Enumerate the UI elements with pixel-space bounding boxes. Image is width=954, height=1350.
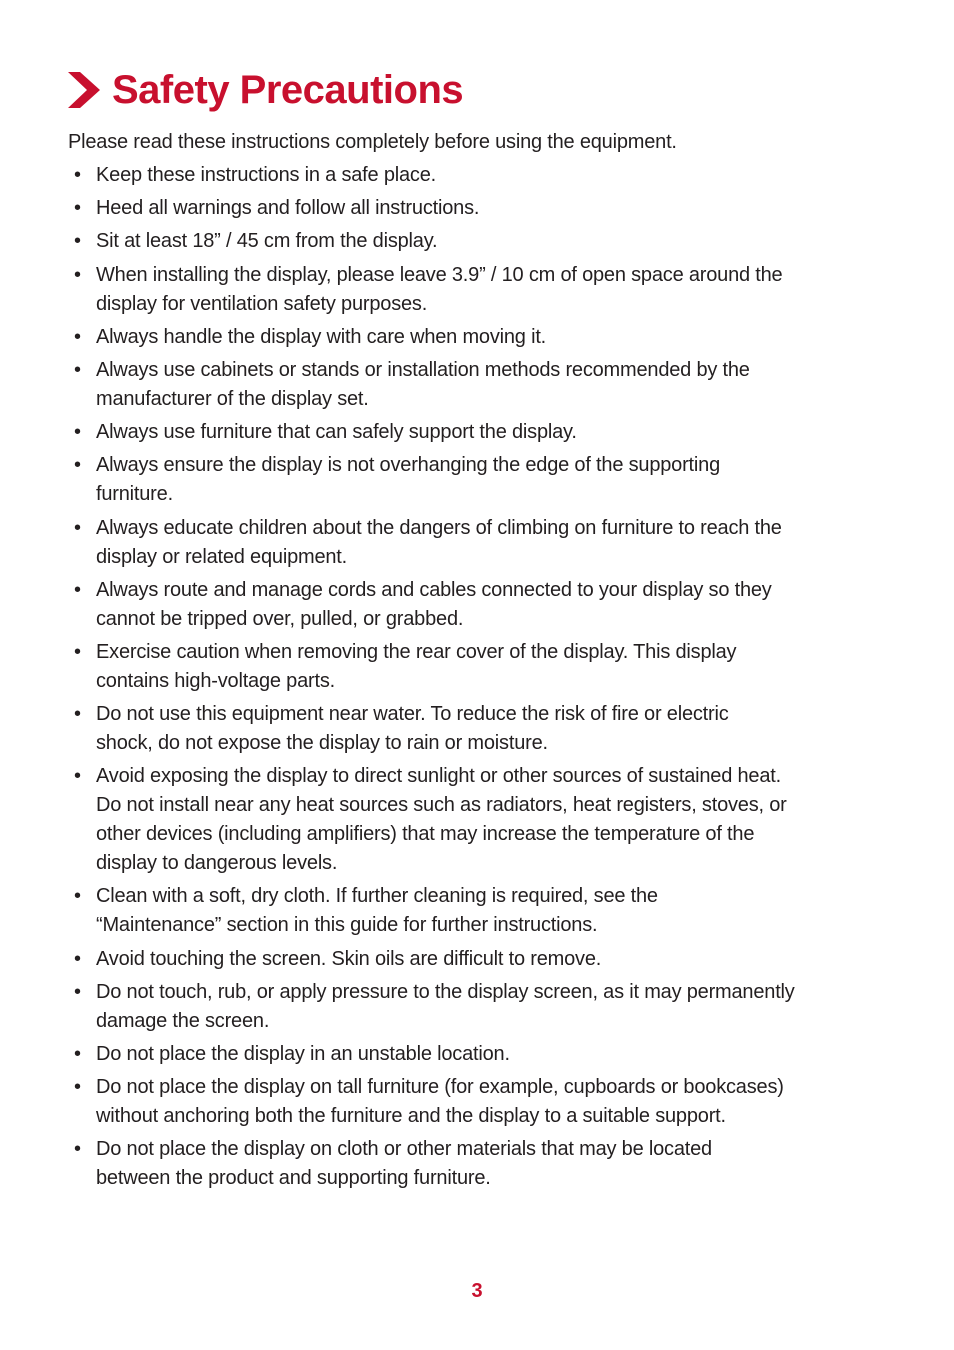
section-header (66, 64, 463, 116)
list-item-text: Do not place the display on tall furniture (for example, cupboards or bookcases) without anchoring both the furniture and the display to a suitable support. (96, 1076, 784, 1128)
precautions-list (74, 161, 892, 1198)
bullet-icon: • (74, 1138, 81, 1161)
list-item-text: Always handle the display with care when moving it. (96, 325, 547, 348)
list-item (74, 194, 892, 223)
list-item-text: Always use furniture that can safely support the display. (96, 421, 577, 444)
bullet-icon: • (74, 263, 81, 286)
page-number: 3 (471, 1280, 483, 1302)
list-item-text: Always ensure the display is not overhanging the edge of the supporting furniture. (96, 454, 720, 506)
list-item-text: Avoid exposing the display to direct sunlight or other sources of sustained heat. Do not install near any heat sources such as radiators, heat registers, stoves, or other devices (including amplifiers) that may increase the temperature of the display to dangerous levels. (96, 765, 787, 875)
list-item-text: Exercise caution when removing the rear cover of the display. This display contains high-voltage parts. (96, 640, 737, 692)
bullet-icon: • (74, 703, 81, 726)
list-item (74, 261, 892, 319)
list-item (74, 227, 892, 256)
list-item (74, 1073, 892, 1131)
bullet-icon: • (74, 454, 81, 477)
list-item (74, 451, 892, 509)
intro-text: Please read these instructions completely before using the equipment. (68, 131, 677, 153)
bullet-icon: • (74, 1076, 81, 1099)
page-title: Safety Precautions (112, 68, 464, 112)
list-item (74, 1135, 892, 1193)
list-item-text: Clean with a soft, dry cloth. If further cleaning is required, see the “Maintenance” section in this guide for further instructions. (96, 885, 658, 937)
bullet-icon: • (74, 885, 81, 908)
list-item-text: Do not place the display on cloth or other materials that may be located between the product and supporting furniture. (96, 1138, 712, 1190)
bullet-icon: • (74, 421, 81, 444)
bullet-icon: • (74, 358, 81, 381)
list-item (74, 356, 892, 414)
bullet-icon: • (74, 1043, 81, 1065)
list-item-text: Do not touch, rub, or apply pressure to the display screen, as it may permanently damage the screen. (96, 980, 795, 1032)
list-item-text: Always educate children about the dangers of climbing on furniture to reach the display or related equipment. (96, 516, 782, 568)
bullet-icon: • (74, 325, 81, 348)
bullet-icon: • (74, 197, 81, 220)
bullet-icon: • (74, 164, 81, 186)
list-item (74, 514, 892, 572)
list-item (74, 161, 892, 190)
bullet-icon: • (74, 947, 81, 970)
list-item (74, 418, 892, 447)
list-item-text: Heed all warnings and follow all instructions. (96, 197, 480, 220)
list-item (74, 1040, 892, 1069)
list-item (74, 638, 892, 696)
list-item-text: Always route and manage cords and cables connected to your display so they cannot be tripped over, pulled, or grabbed. (96, 578, 772, 630)
list-item-text: Do not use this equipment near water. To reduce the risk of fire or electric shock, do not expose the display to rain or moisture. (96, 703, 729, 755)
bullet-icon: • (74, 578, 81, 601)
list-item (74, 882, 892, 940)
list-item (74, 945, 892, 974)
list-item (74, 978, 892, 1036)
bullet-icon: • (74, 640, 81, 663)
chevron-right-icon (66, 71, 102, 109)
bullet-icon: • (74, 516, 81, 539)
list-item-text: Sit at least 18” / 45 cm from the display. (96, 230, 438, 253)
list-item (74, 576, 892, 634)
list-item-text: Keep these instructions in a safe place. (96, 164, 436, 186)
bullet-icon: • (74, 980, 81, 1003)
list-item (74, 762, 892, 878)
list-item-text: When installing the display, please leave 3.9” / 10 cm of open space around the display for ventilation safety purposes. (96, 263, 783, 315)
list-item (74, 323, 892, 352)
list-item-text: Always use cabinets or stands or installation methods recommended by the manufacturer of the display set. (96, 358, 750, 410)
bullet-icon: • (74, 230, 81, 253)
list-item-text: Do not place the display in an unstable location. (96, 1043, 510, 1065)
list-item-text: Avoid touching the screen. Skin oils are difficult to remove. (96, 947, 602, 970)
bullet-icon: • (74, 765, 81, 788)
list-item (74, 700, 892, 758)
